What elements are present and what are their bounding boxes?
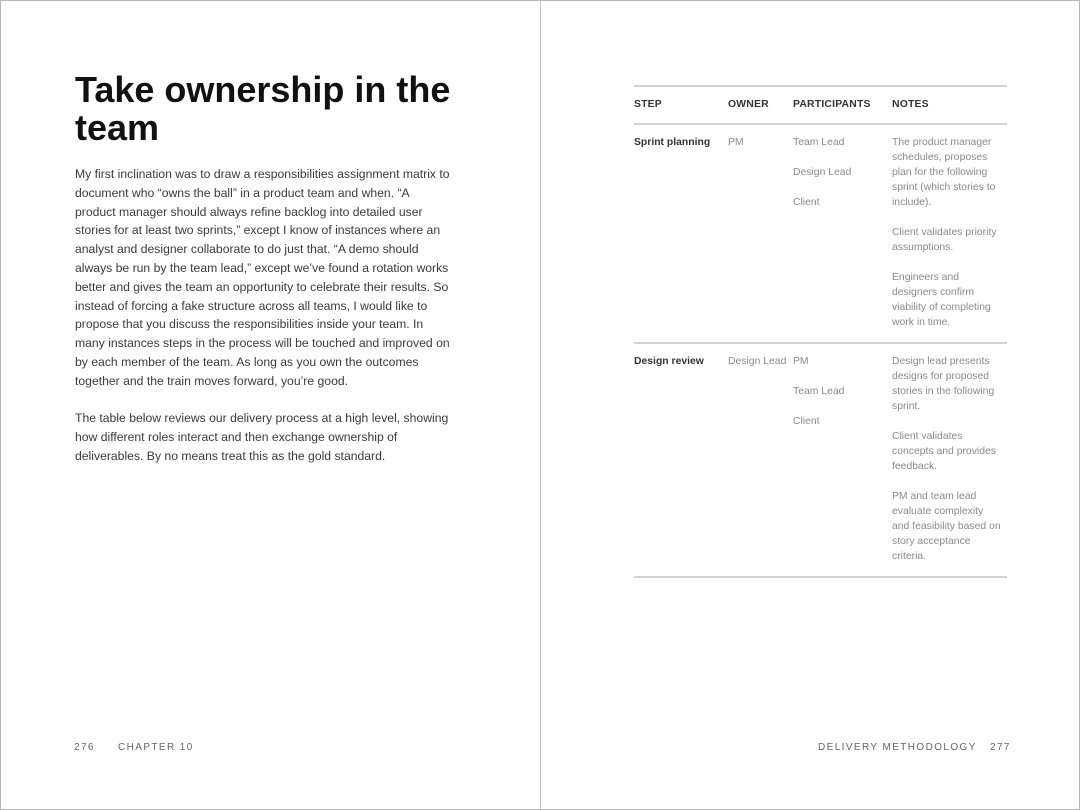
header-owner: OWNER [728,99,769,110]
participant: Team Lead [793,386,845,397]
table-row [634,343,1007,577]
header-participants: PARTICIPANTS [793,99,871,110]
header-notes: NOTES [892,99,929,110]
running-head-right: DELIVERY METHODOLOGY [818,742,977,753]
notes-cell [892,124,1007,343]
left-page [1,1,540,809]
paragraph: My first inclination was to draw a responsibilities assignment matrix to document who “owns the ball” in a product team and when. “A product manager should always refine backlog into detailed user stories for at least two sprints,” except I know of instances where an analyst and designer collaborate to do just that. “A demo should always be run by the team lead,” except we’ve found a rotation works better and gives the team an opportunity to celebrate their results. So instead of forcing a fake structure across all teams, I would like to propose that you discuss the responsibilities inside your team. In many instances steps in the process will be touched and improved on by each member of the team. As long as you own the outcomes together and the train moves forward, you’re good. [75,167,450,388]
paragraph: The table below reviews our delivery process at a high level, showing how different roles interact and then exchange ownership of deliverables. By no means treat this as the gold standard. [75,411,449,463]
note: PM and team lead evaluate complexity and feasibility based on story acceptance criteria. [892,491,1001,562]
page-number-left: 276 [74,742,95,753]
step-cell: Sprint planning [634,137,711,148]
participant: Client [793,416,820,427]
owner-cell: Design Lead [728,356,787,367]
participant: Design Lead [793,167,852,178]
body-text [75,165,453,485]
note: Design lead presents designs for proposed stories in the following sprint. [892,356,995,412]
participant: Client [793,197,820,208]
page-number-right: 277 [990,742,1011,753]
header-step: STEP [634,99,662,110]
note: Client validates concepts and provides feedback. [892,431,996,472]
table-row [634,124,1007,343]
delivery-process-table [634,85,1007,578]
page-title: Take ownership in the team [75,69,451,148]
note: Client validates priority assumptions. [892,227,997,253]
table-header-row [634,86,1007,124]
participants-cell [793,124,892,343]
step-cell: Design review [634,356,704,367]
participant: Team Lead [793,137,845,148]
owner-cell: PM [728,137,744,148]
participant: PM [793,356,809,367]
note: Engineers and designers confirm viability of completing work in time. [892,272,991,328]
note: The product manager schedules, proposes plan for the following sprint (which stories to include). [892,137,996,208]
notes-cell [892,343,1007,577]
running-head-left: CHAPTER 10 [118,742,194,753]
right-page [541,1,1079,809]
participants-cell [793,343,892,577]
